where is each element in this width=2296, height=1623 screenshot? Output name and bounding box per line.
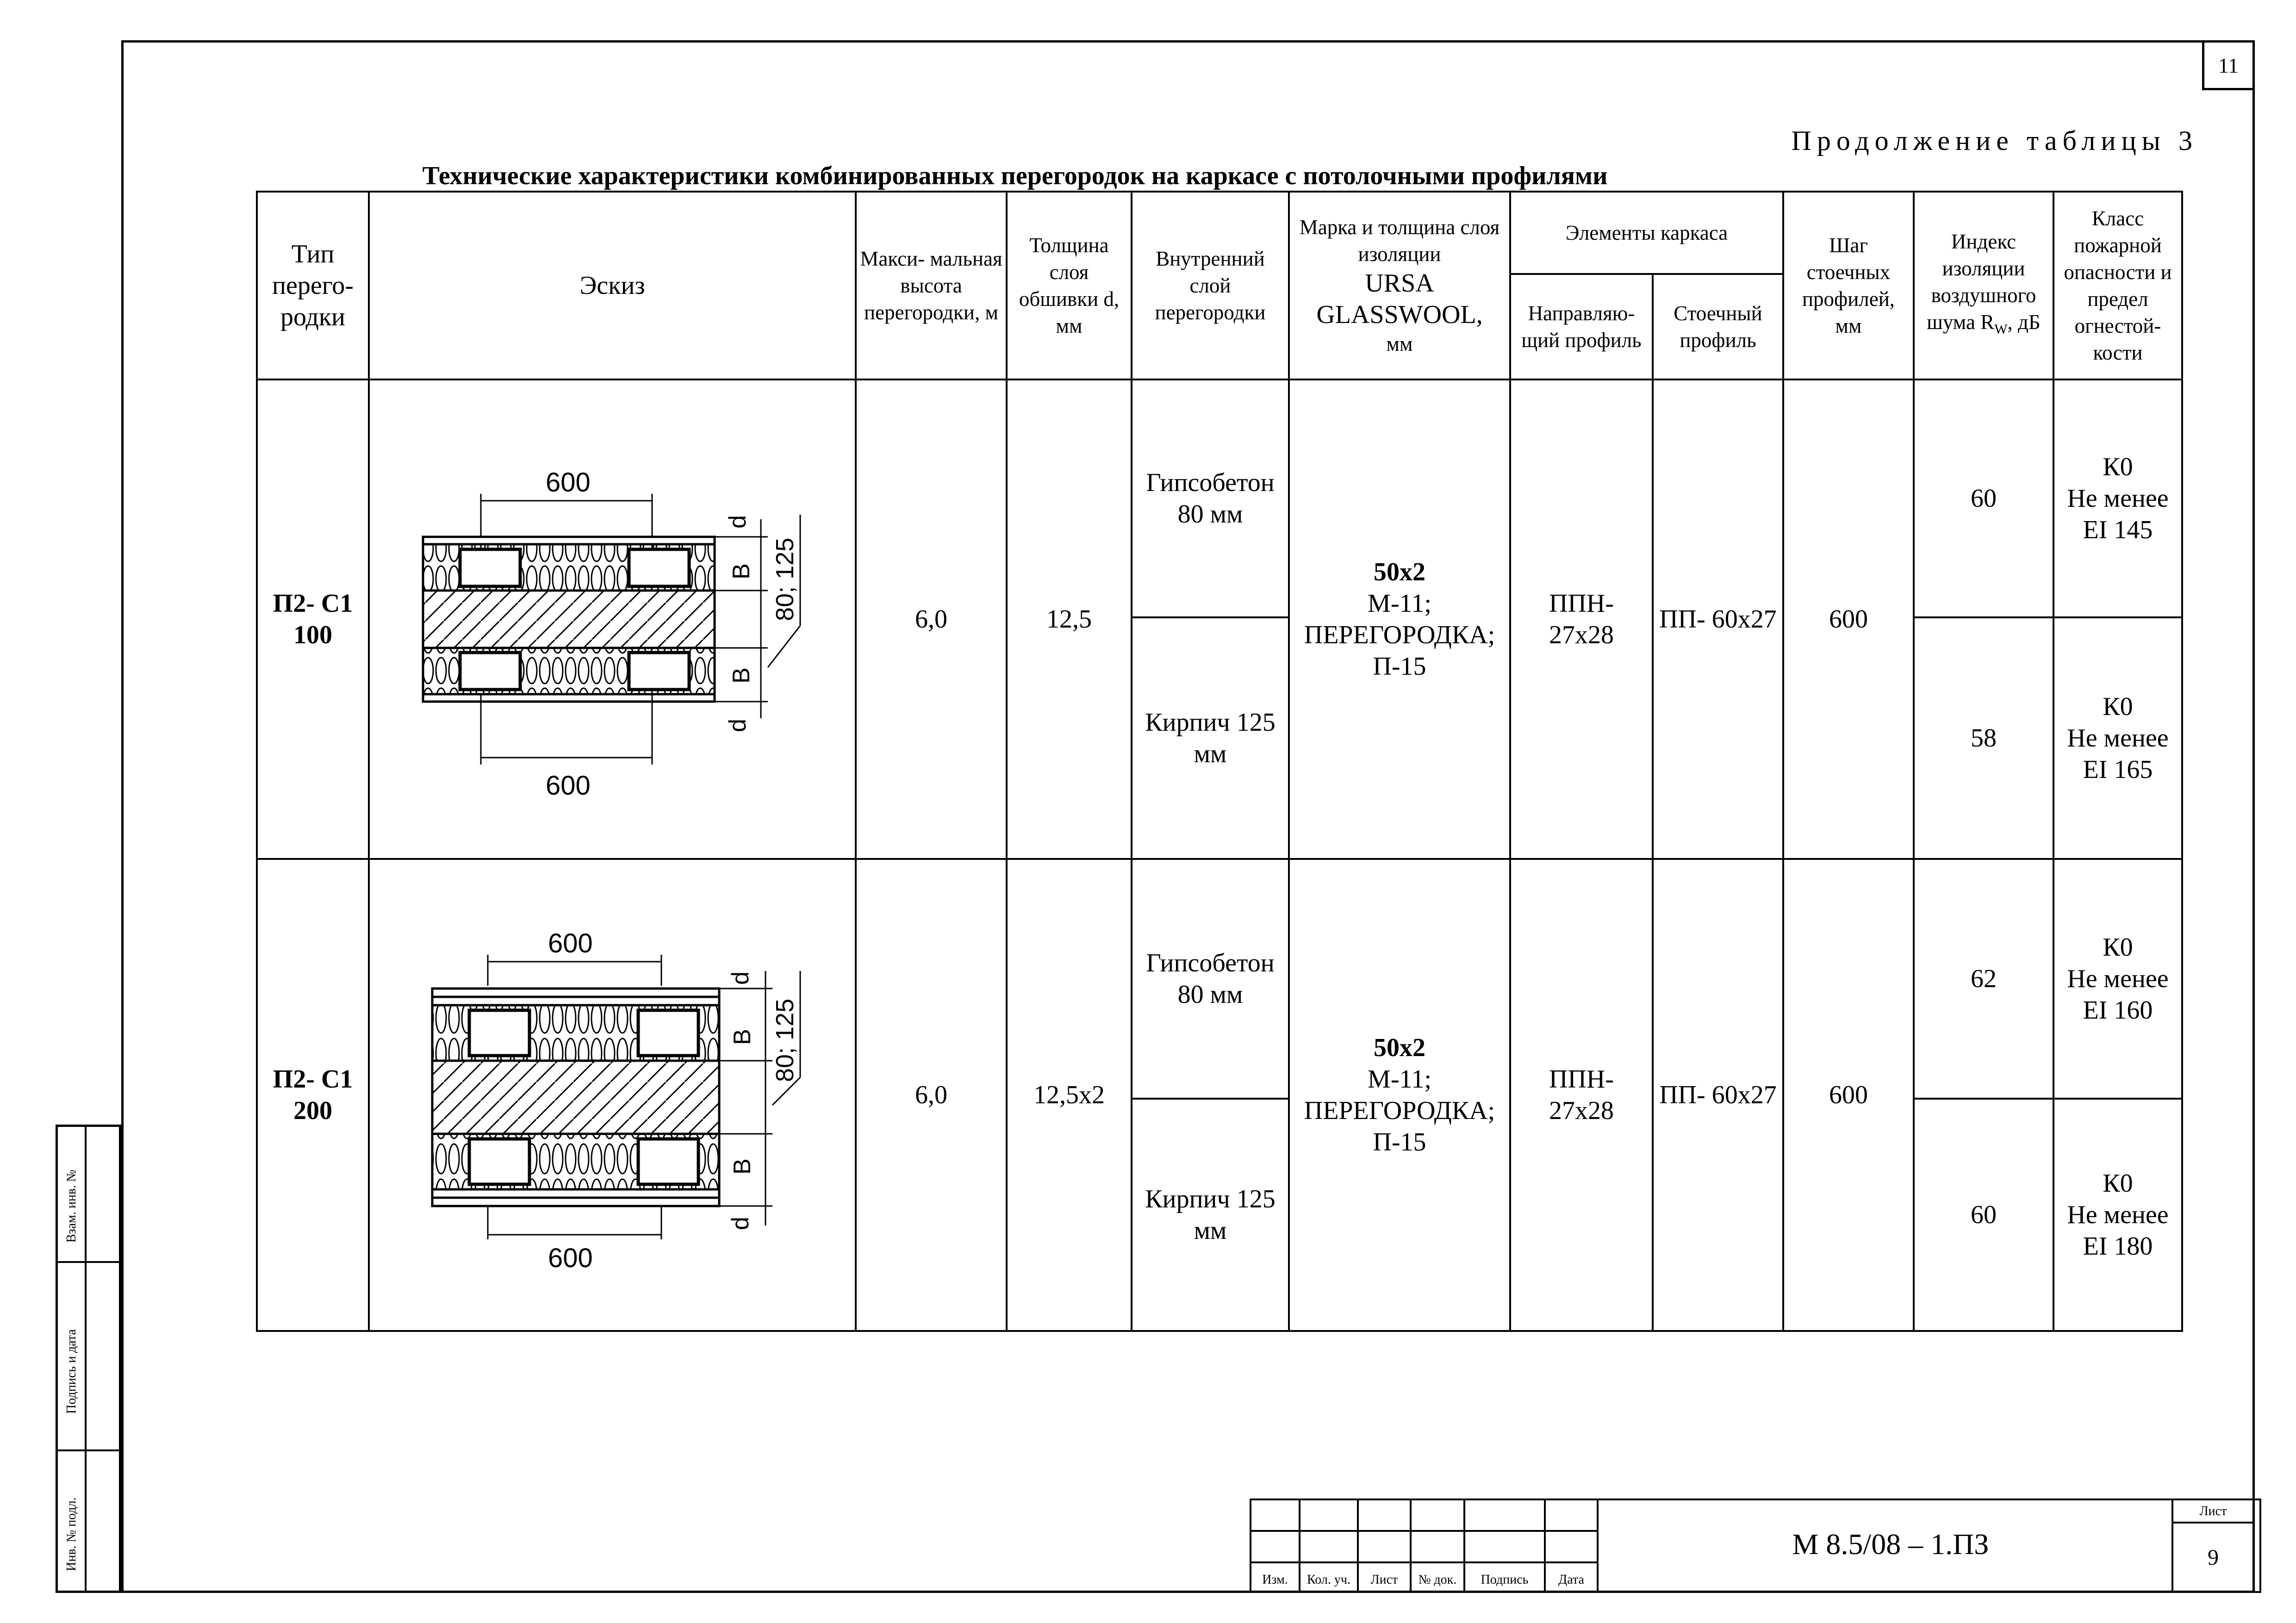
- row1-noise-b: 58: [1914, 617, 2053, 859]
- sketch1-b-bottom: В: [728, 667, 755, 684]
- header-noise-unit: , дБ: [2007, 311, 2041, 334]
- document-code: М 8.5/08 – 1.ПЗ: [1792, 1528, 1989, 1561]
- tb-data: Дата: [1558, 1573, 1584, 1587]
- sketch2-top-dim: 600: [548, 928, 593, 958]
- row2-fire-a-note: Не менее: [2067, 964, 2169, 994]
- left-stamp-replace-inv: Взам. инв. №: [64, 1169, 79, 1243]
- sketch2-b-top: В: [729, 1029, 756, 1045]
- header-inner-layer: Внутренний слой перегородки: [1132, 192, 1289, 379]
- table-continuation-label: Продолжение таблицы 3: [1791, 125, 2198, 156]
- tb-kol: Кол. уч.: [1307, 1573, 1350, 1587]
- tb-sheet-number: 9: [2208, 1545, 2219, 1570]
- header-insulation-line2: URSA GLASSWOOL,: [1316, 269, 1483, 329]
- sketch2-bottom-dim: 600: [548, 1243, 593, 1273]
- row2-fire-b-class: К0: [2103, 1169, 2133, 1198]
- row2-ins-text: М-11; ПЕРЕГОРОДКА; П-15: [1304, 1065, 1495, 1157]
- row1-fire-a-class: К0: [2103, 452, 2133, 481]
- row1-ins-text: М-11; ПЕРЕГОРОДКА; П-15: [1304, 589, 1495, 681]
- row1-fire-b-class: К0: [2103, 692, 2133, 721]
- header-insulation-line1: Марка и толщина слоя изоляции: [1299, 216, 1500, 266]
- left-stamp-divider: [58, 1449, 119, 1451]
- header-step: Шаг стоечных профилей, мм: [1783, 192, 1914, 379]
- row2-guide: ППН- 27х28: [1510, 859, 1653, 1331]
- row1-step: 600: [1783, 379, 1914, 859]
- row2-inner-b: Кирпич 125 мм: [1132, 1099, 1289, 1331]
- sketch1-total: 80; 125: [771, 537, 799, 621]
- title-block: [1250, 1499, 2255, 1593]
- row2-fire-a: [2053, 859, 2182, 1099]
- row2-fire-b-note: Не менее: [2067, 1200, 2169, 1230]
- row1-max-height: 6,0: [856, 379, 1007, 859]
- row2-ins-bold: 50х2: [1374, 1033, 1425, 1062]
- row1-stud: ПП- 60х27: [1653, 379, 1783, 859]
- table-row: [257, 859, 2182, 1099]
- tb-izm: Изм.: [1262, 1573, 1288, 1587]
- sketch1-d-top: d: [724, 515, 751, 529]
- sketch1-d-bottom: d: [724, 719, 751, 732]
- header-frame: Элементы каркаса: [1510, 192, 1783, 274]
- sketch1-b-top: В: [728, 563, 755, 579]
- tb-sheet-label: Лист: [2199, 1504, 2227, 1518]
- row2-fire-a-class: К0: [2103, 933, 2133, 962]
- sketch2-total: 80; 125: [771, 998, 799, 1082]
- row1-fire-a-ei: EI 145: [2083, 515, 2153, 544]
- sketch1-bottom-dim: 600: [546, 771, 591, 801]
- sketch2-d-bottom: d: [727, 1217, 754, 1230]
- row2-inner-a: Гипсобетон 80 мм: [1132, 859, 1289, 1099]
- row2-step: 600: [1783, 859, 1914, 1331]
- header-noise: [1914, 192, 2053, 379]
- header-sheath: Толщина слоя обшивки d, мм: [1007, 192, 1132, 379]
- table-title: Технические характеристики комбинированных перегородок на каркасе с потолочными профилями: [422, 162, 1608, 190]
- left-stamp-divider: [58, 1261, 119, 1263]
- sketch2-d-top: d: [727, 971, 754, 985]
- table-row: [257, 379, 2182, 617]
- row2-stud: ПП- 60х27: [1653, 859, 1783, 1331]
- row2-noise-b: 60: [1914, 1099, 2053, 1331]
- row1-sketch: [369, 379, 856, 859]
- header-insulation: [1289, 192, 1510, 379]
- row1-fire-a: [2053, 379, 2182, 617]
- header-noise-text: Индекс изоляции воздушного шума R: [1927, 230, 2036, 334]
- row2-type: П2- С1 200: [257, 859, 369, 1331]
- row1-inner-a: Гипсобетон 80 мм: [1132, 379, 1289, 617]
- left-stamp: [56, 1125, 121, 1593]
- header-sketch: Эскиз: [369, 192, 856, 379]
- header-fire: Класс пожарной опасности и предел огнестой- кости: [2053, 192, 2182, 379]
- row2-insulation: [1289, 859, 1510, 1331]
- row1-sheath: 12,5: [1007, 379, 1132, 859]
- row1-insulation: [1289, 379, 1510, 859]
- header-stud: Стоечный профиль: [1653, 274, 1783, 379]
- row1-type: П2- С1 100: [257, 379, 369, 859]
- partition-spec-table: [256, 191, 2183, 1332]
- row2-fire-b-ei: EI 180: [2083, 1232, 2153, 1261]
- header-insulation-line3: мм: [1386, 332, 1413, 355]
- sketch1-top-dim: 600: [546, 467, 591, 497]
- header-noise-sub: W: [1994, 322, 2008, 337]
- left-stamp-original-inv: Инв. № подл.: [64, 1497, 79, 1571]
- row1-fire-b-ei: EI 165: [2083, 755, 2153, 784]
- sketch2-b-bottom: В: [729, 1158, 756, 1175]
- row2-noise-a: 62: [1914, 859, 2053, 1099]
- row2-sketch: [369, 859, 856, 1331]
- row2-fire-a-ei: EI 160: [2083, 996, 2153, 1025]
- row1-fire-b: [2053, 617, 2182, 859]
- header-guide: Направляю- щий профиль: [1510, 274, 1653, 379]
- row1-ins-bold: 50х2: [1374, 558, 1425, 586]
- row1-inner-b: Кирпич 125 мм: [1132, 617, 1289, 859]
- row1-fire-b-note: Не менее: [2067, 723, 2169, 752]
- left-stamp-divider: [85, 1127, 87, 1591]
- partition-sketch-1: [370, 380, 857, 858]
- sheet-number-top: 11: [2202, 40, 2255, 90]
- row2-max-height: 6,0: [856, 859, 1007, 1331]
- header-type: Тип перего- родки: [257, 192, 369, 379]
- partition-sketch-2: [370, 860, 857, 1330]
- left-stamp-signature-date: Подпись и дата: [64, 1329, 79, 1414]
- header-max-height: Макси- мальная высота перегородки, м: [856, 192, 1007, 379]
- row2-fire-b: [2053, 1099, 2182, 1331]
- row1-fire-a-note: Не менее: [2067, 484, 2169, 513]
- tb-ndoc: № док.: [1418, 1573, 1457, 1587]
- tb-list: Лист: [1370, 1573, 1398, 1587]
- row1-guide: ППН- 27х28: [1510, 379, 1653, 859]
- row1-noise-a: 60: [1914, 379, 2053, 617]
- row2-sheath: 12,5х2: [1007, 859, 1132, 1331]
- tb-podp: Подпись: [1481, 1573, 1529, 1587]
